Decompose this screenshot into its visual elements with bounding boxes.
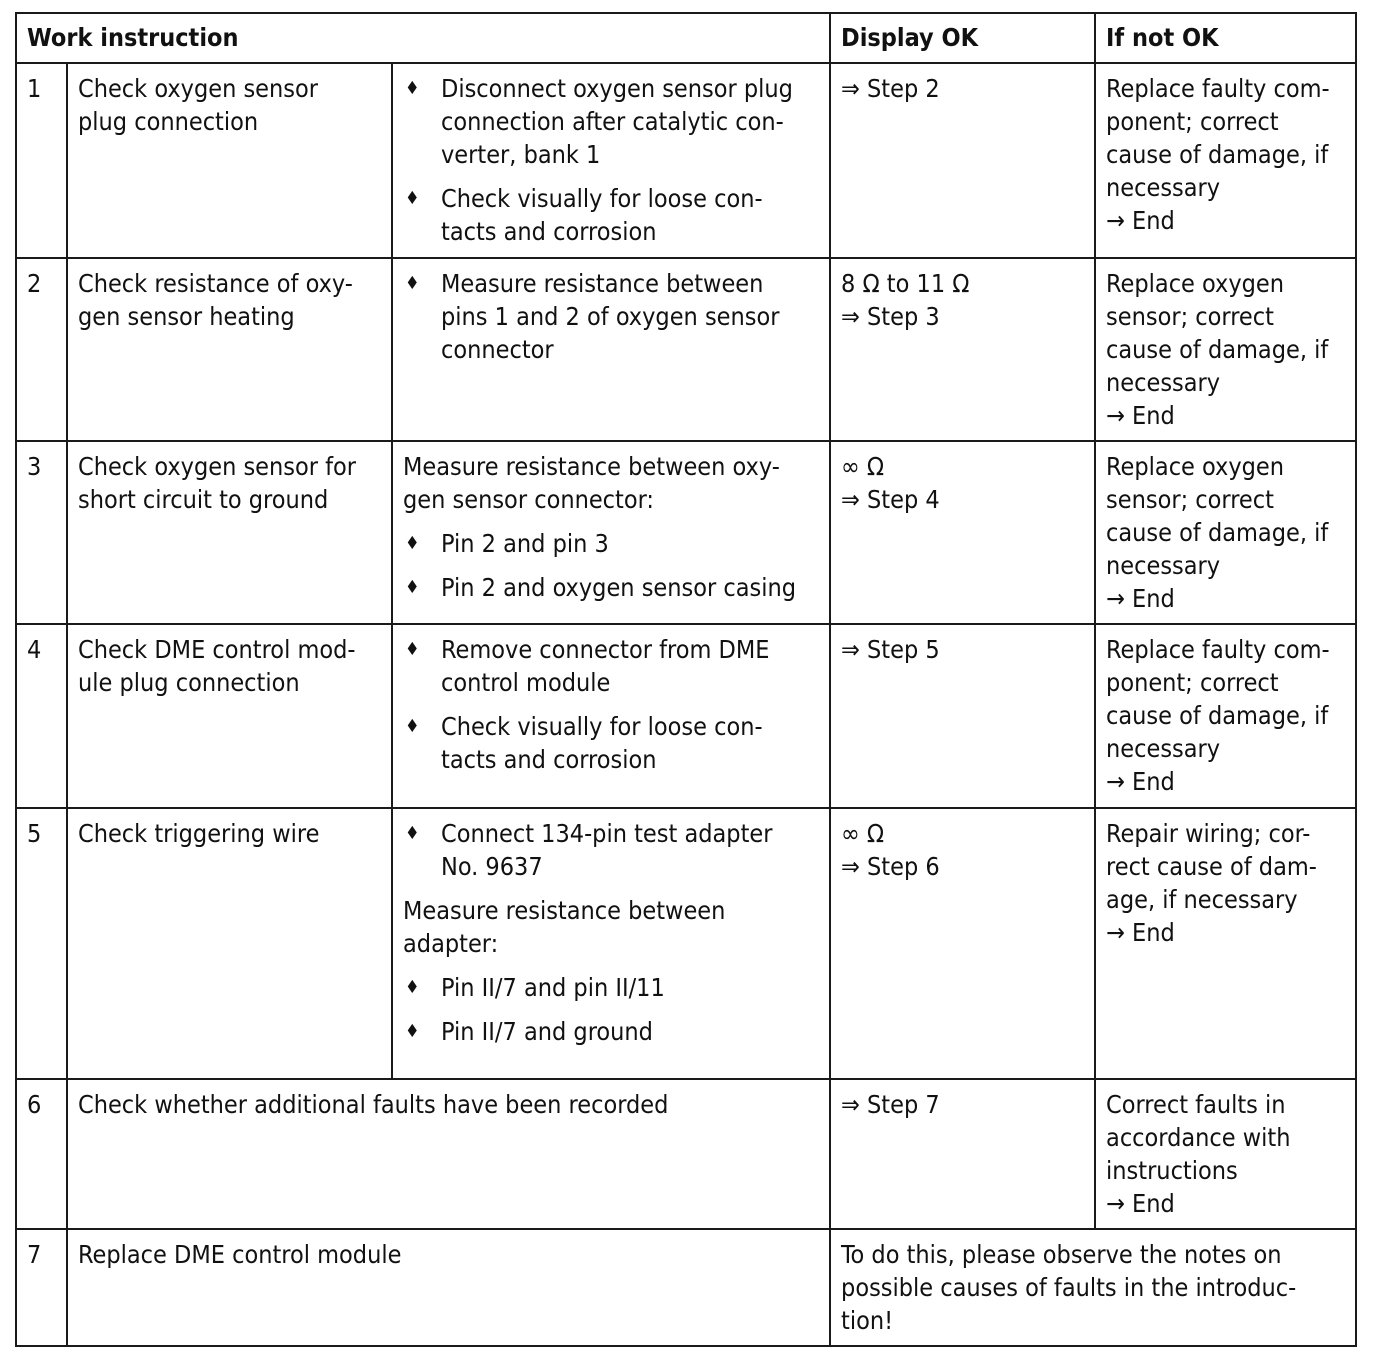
detail-text: [403, 450, 821, 516]
if-not-ok-cell: [1095, 808, 1356, 1079]
step-instruction-line: Check triggering wire: [78, 819, 320, 848]
bullet-item: [403, 527, 821, 560]
detail-text-line: Measure resistance between oxy-: [403, 452, 780, 481]
step-details: [392, 258, 830, 441]
if-not-ok-cell: [1095, 1079, 1356, 1229]
step-row: [16, 1079, 1356, 1229]
spacer: [403, 1004, 821, 1015]
spacer: [403, 883, 821, 894]
step-row: [16, 441, 1356, 624]
display-ok-cell: [830, 624, 1095, 808]
step-instruction: [67, 441, 392, 624]
bullet-item: [403, 72, 821, 171]
diamond-bullet-icon: ♦: [405, 716, 420, 737]
if-not-ok-line: Replace faulty com-: [1106, 74, 1330, 103]
step-row: [16, 808, 1356, 1079]
bullet-text-line: Pin 2 and oxygen sensor casing: [441, 573, 797, 602]
step-note-line: possible causes of faults in the introduc-: [841, 1273, 1297, 1302]
if-not-ok-cell: [1095, 258, 1356, 441]
step-row: [16, 624, 1356, 808]
if-not-ok-line: ponent; correct: [1106, 107, 1279, 136]
display-ok-cell: [830, 63, 1095, 258]
step-instruction: [67, 258, 392, 441]
display-ok-line: 8 Ω to 11 Ω: [841, 269, 970, 298]
detail-text: [403, 894, 821, 960]
display-ok-line: ⇒ Step 2: [841, 74, 940, 103]
bullet-text-line: tacts and corrosion: [441, 217, 657, 246]
step-instruction: [67, 1079, 830, 1229]
spacer: [403, 699, 821, 710]
bullet-item: [403, 710, 821, 776]
step-number: 7: [16, 1229, 67, 1346]
if-not-ok-line: age, if necessary: [1106, 885, 1298, 914]
if-not-ok-line: Repair wiring; cor-: [1106, 819, 1311, 848]
if-not-ok-line: necessary: [1106, 551, 1221, 580]
if-not-ok-line: → End: [1106, 918, 1175, 947]
header-work-instruction: Work instruction: [16, 13, 830, 63]
if-not-ok-cell: [1095, 624, 1356, 808]
step-instruction-line: Check whether additional faults have been recorded: [78, 1090, 669, 1119]
if-not-ok-line: cause of damage, if: [1106, 335, 1329, 364]
display-ok-line: ∞ Ω: [841, 819, 885, 848]
bullet-text-line: tacts and corrosion: [441, 745, 657, 774]
diamond-bullet-icon: ♦: [405, 1021, 420, 1042]
diamond-bullet-icon: ♦: [405, 188, 420, 209]
bullet-item: [403, 817, 821, 883]
display-ok-cell: [830, 441, 1095, 624]
bullet-text-line: No. 9637: [441, 852, 543, 881]
bullet-item: [403, 571, 821, 604]
if-not-ok-line: → End: [1106, 206, 1175, 235]
spacer: [403, 560, 821, 571]
if-not-ok-cell: [1095, 63, 1356, 258]
step-details: [392, 624, 830, 808]
bullet-text-line: connector: [441, 335, 554, 364]
if-not-ok-line: cause of damage, if: [1106, 518, 1329, 547]
diamond-bullet-icon: ♦: [405, 533, 420, 554]
spacer: [403, 960, 821, 971]
if-not-ok-line: Replace oxygen: [1106, 452, 1285, 481]
bullet-text-line: connection after catalytic con-: [441, 107, 784, 136]
step-instruction-line: ule plug connection: [78, 668, 300, 697]
display-ok-line: ∞ Ω: [841, 452, 885, 481]
display-ok-cell: [830, 258, 1095, 441]
step-number: 4: [16, 624, 67, 808]
bullet-text-line: control module: [441, 668, 611, 697]
bullet-item: [403, 633, 821, 699]
if-not-ok-line: instructions: [1106, 1156, 1238, 1185]
step-row: [16, 63, 1356, 258]
display-ok-cell: [830, 808, 1095, 1079]
bullet-item: [403, 1015, 821, 1048]
diamond-bullet-icon: ♦: [405, 823, 420, 844]
step-instruction-line: Check DME control mod-: [78, 635, 356, 664]
if-not-ok-line: sensor; correct: [1106, 485, 1274, 514]
bullet-item: [403, 267, 821, 366]
display-ok-line: ⇒ Step 7: [841, 1090, 940, 1119]
step-number: 2: [16, 258, 67, 441]
step-instruction: [67, 808, 392, 1079]
display-ok-line: ⇒ Step 6: [841, 852, 940, 881]
if-not-ok-line: → End: [1106, 401, 1175, 430]
step-instruction-line: Check oxygen sensor: [78, 74, 319, 103]
bullet-text-line: Connect 134-pin test adapter: [441, 819, 773, 848]
detail-text-line: gen sensor connector:: [403, 485, 655, 514]
if-not-ok-line: Correct faults in: [1106, 1090, 1286, 1119]
step-instruction-line: plug connection: [78, 107, 259, 136]
step-instruction-line: Check oxygen sensor for: [78, 452, 357, 481]
diamond-bullet-icon: ♦: [405, 577, 420, 598]
if-not-ok-line: necessary: [1106, 173, 1221, 202]
step-number: 3: [16, 441, 67, 624]
diamond-bullet-icon: ♦: [405, 639, 420, 660]
spacer: [403, 171, 821, 182]
step-number: 1: [16, 63, 67, 258]
step-instruction: [67, 1229, 830, 1346]
bullet-text-line: Disconnect oxygen sensor plug: [441, 74, 793, 103]
bullet-text-line: Check visually for loose con-: [441, 712, 763, 741]
detail-text-line: adapter:: [403, 929, 499, 958]
step-row: [16, 1229, 1356, 1346]
if-not-ok-line: necessary: [1106, 734, 1221, 763]
if-not-ok-line: cause of damage, if: [1106, 140, 1329, 169]
step-row: [16, 258, 1356, 441]
if-not-ok-line: necessary: [1106, 368, 1221, 397]
detail-text-line: Measure resistance between: [403, 896, 726, 925]
bullet-item: [403, 971, 821, 1004]
display-ok-line: ⇒ Step 4: [841, 485, 940, 514]
step-details: [392, 441, 830, 624]
header-if-not-ok: If not OK: [1095, 13, 1356, 63]
bullet-text-line: Pin II/7 and pin II/11: [441, 973, 665, 1002]
display-ok-cell: [830, 1079, 1095, 1229]
step-note-line: tion!: [841, 1306, 894, 1335]
bullet-item: [403, 182, 821, 248]
if-not-ok-line: Replace oxygen: [1106, 269, 1285, 298]
bullet-text-line: Pin II/7 and ground: [441, 1017, 653, 1046]
bullet-text-line: Check visually for loose con-: [441, 184, 763, 213]
header-row: [16, 13, 1356, 63]
bullet-text-line: Measure resistance between: [441, 269, 764, 298]
if-not-ok-line: → End: [1106, 584, 1175, 613]
step-details: [392, 63, 830, 258]
if-not-ok-line: sensor; correct: [1106, 302, 1274, 331]
step-number: 6: [16, 1079, 67, 1229]
step-note: [830, 1229, 1356, 1346]
step-instruction: [67, 63, 392, 258]
bullet-text-line: Pin 2 and pin 3: [441, 529, 609, 558]
bullet-text-line: verter, bank 1: [441, 140, 601, 169]
if-not-ok-line: Replace faulty com-: [1106, 635, 1330, 664]
step-details: [392, 808, 830, 1079]
step-note-line: To do this, please observe the notes on: [841, 1240, 1282, 1269]
diamond-bullet-icon: ♦: [405, 78, 420, 99]
if-not-ok-line: → End: [1106, 1189, 1175, 1218]
step-instruction-line: gen sensor heating: [78, 302, 295, 331]
step-instruction-line: Check resistance of oxy-: [78, 269, 353, 298]
if-not-ok-line: cause of damage, if: [1106, 701, 1329, 730]
display-ok-line: ⇒ Step 5: [841, 635, 940, 664]
if-not-ok-line: → End: [1106, 767, 1175, 796]
step-instruction-line: short circuit to ground: [78, 485, 329, 514]
step-instruction: [67, 624, 392, 808]
bullet-text-line: Remove connector from DME: [441, 635, 770, 664]
bullet-text-line: pins 1 and 2 of oxygen sensor: [441, 302, 780, 331]
header-display-ok: Display OK: [830, 13, 1095, 63]
if-not-ok-cell: [1095, 441, 1356, 624]
work-instruction-table: [15, 12, 1357, 1347]
if-not-ok-line: accordance with: [1106, 1123, 1291, 1152]
if-not-ok-line: rect cause of dam-: [1106, 852, 1317, 881]
display-ok-line: ⇒ Step 3: [841, 302, 940, 331]
spacer: [403, 516, 821, 527]
diamond-bullet-icon: ♦: [405, 977, 420, 998]
step-instruction-line: Replace DME control module: [78, 1240, 402, 1269]
step-number: 5: [16, 808, 67, 1079]
diamond-bullet-icon: ♦: [405, 273, 420, 294]
if-not-ok-line: ponent; correct: [1106, 668, 1279, 697]
